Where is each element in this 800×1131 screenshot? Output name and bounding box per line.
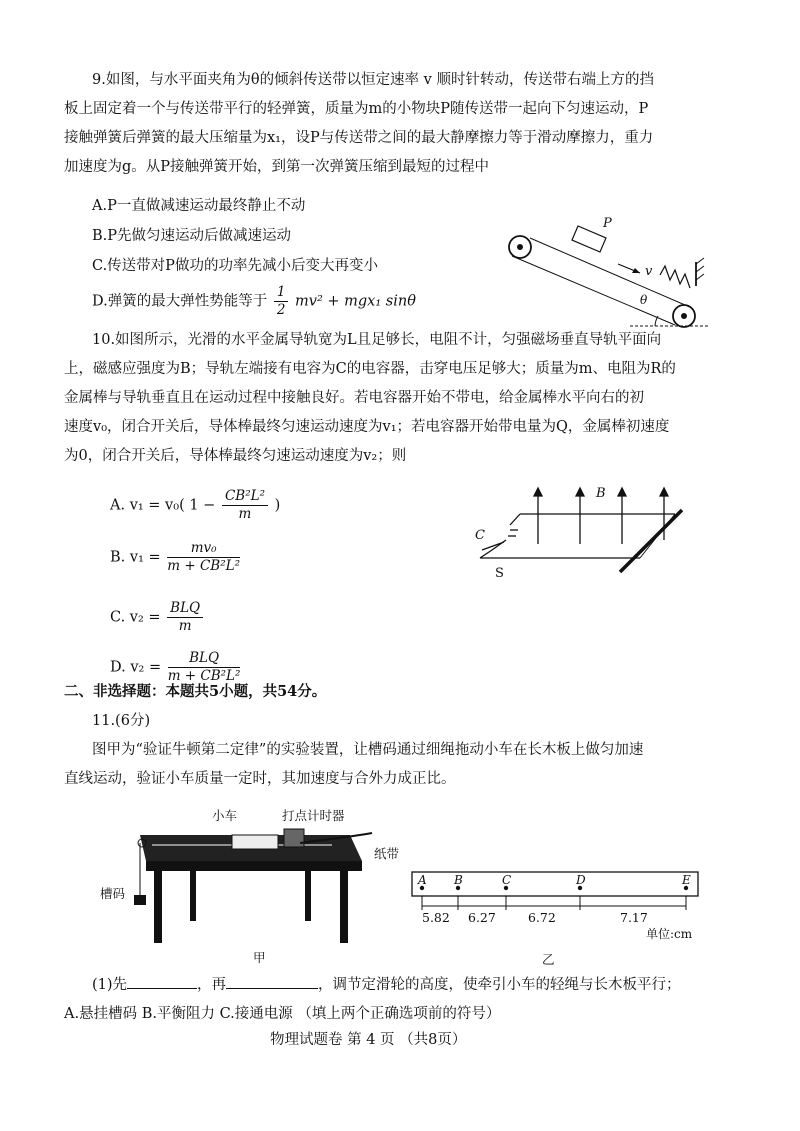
q10-option-a	[110, 488, 280, 523]
label-timer: 打点计时器	[282, 808, 345, 823]
q11-part1-prefix: (1)先	[92, 977, 128, 993]
distance-cd: 6.72	[528, 910, 556, 925]
q10-option-a-fraction	[222, 488, 268, 523]
tape-point-d: D	[576, 873, 586, 887]
q10-option-d	[110, 650, 242, 685]
label-c: C	[475, 528, 485, 543]
paper-tape-figure	[408, 862, 708, 932]
q10-stem-line2: 上，磁感应强度为B；导轨左端接有电容为C的电容器，击穿电压足够大；质量为m、电阻为R的	[64, 361, 676, 377]
q9-option-d	[92, 284, 416, 319]
label-s: S	[495, 566, 504, 581]
label-p: P	[603, 216, 612, 231]
q10-option-b	[110, 540, 242, 575]
block-p	[572, 226, 606, 252]
cart	[232, 835, 278, 849]
q10-stem-line4: 速度v₀，闭合开关后，导体棒最终匀速运动速度为v₁；若电容器开始带电量为Q，金属棒初速度	[64, 419, 670, 435]
q11-part1-suffix: ，调节定滑轮的高度，使牵引小车的轻绳与长木板平行；	[318, 977, 681, 993]
spring-icon	[660, 266, 690, 288]
label-weight: 槽码	[100, 886, 126, 901]
q11-choices: A.悬挂槽码 B.平衡阻力 C.接通电源 （填上两个正确选项前的符号）	[64, 1006, 501, 1022]
fraction-denominator: m + CB²L²	[167, 668, 241, 684]
distance-bc: 6.27	[468, 910, 496, 925]
fraction-numerator: BLQ	[168, 650, 241, 668]
q9-stem-line4: 加速度为g。从P接触弹簧开始，到第一次弹簧压缩到最短的过程中	[64, 159, 490, 175]
q11-stem-line2: 直线运动，验证小车质量一定时，其加速度与合外力成正比。	[64, 771, 456, 787]
q10-option-a-prefix: A. v₁ = v₀( 1 −	[110, 497, 216, 514]
fraction-numerator: 1	[274, 284, 289, 302]
q10-option-d-fraction	[168, 650, 241, 685]
q11-part1-mid: ，再	[197, 977, 227, 993]
answer-blank-1[interactable]	[127, 974, 197, 989]
q11-stem-line1: 图甲为“验证牛顿第二定律”的实验装置，让槽码通过细绳拖动小车在长木板上做匀加速	[92, 742, 644, 758]
q11-part1	[92, 974, 681, 995]
unit-label: 单位:cm	[646, 927, 693, 941]
fraction-numerator: CB²L²	[222, 488, 268, 506]
fraction-numerator: BLQ	[167, 600, 203, 618]
q9-option-d-suffix: mv² + mgx₁ sinθ	[295, 293, 416, 310]
q11-heading: 11.(6分)	[92, 713, 151, 729]
label-tape: 纸带	[374, 846, 400, 861]
fraction-numerator: mv₀	[167, 540, 240, 558]
q10-option-a-suffix: )	[274, 497, 281, 514]
section-heading: 二、非选择题：本题共5小题，共54分。	[64, 683, 327, 700]
answer-blank-2[interactable]	[226, 974, 318, 989]
tape-point-b: B	[454, 873, 463, 887]
q9-option-d-prefix: D.弹簧的最大弹性势能等于	[92, 293, 268, 310]
q9-option-a: A.P一直做减速运动最终静止不动	[92, 198, 306, 214]
q10-option-c-fraction	[167, 600, 203, 635]
q9-option-b: B.P先做匀速运动后做减速运动	[92, 228, 292, 244]
tape-point-e: E	[682, 873, 691, 887]
distance-de: 7.17	[620, 910, 648, 925]
q10-stem-line5: 为0，闭合开关后，导体棒最终匀速运动速度为v₂；则	[64, 448, 407, 464]
q10-option-b-prefix: B. v₁ =	[110, 549, 161, 566]
weight	[134, 895, 146, 905]
label-v: v	[645, 264, 653, 279]
q10-option-b-fraction	[167, 540, 240, 575]
label-jia: 甲	[253, 950, 266, 965]
label-cart: 小车	[212, 808, 238, 823]
q9-stem-line1: 9.如图，与水平面夹角为θ的倾斜传送带以恒定速率 v 顺时针转动，传送带右端上方的挡	[92, 72, 654, 88]
q10-stem-line1: 10.如图所示，光滑的水平金属导轨宽为L且足够长，电阻不计，匀强磁场垂直导轨平面向	[92, 332, 662, 348]
fraction-denominator: 2	[276, 302, 286, 318]
apparatus-figure	[100, 815, 400, 955]
q10-stem-line3: 金属棒与导轨垂直且在运动过程中接触良好。若电容器开始不带电，给金属棒水平向右的初	[64, 390, 644, 406]
label-b: B	[596, 486, 606, 501]
tape-point-a: A	[418, 873, 427, 887]
q9-stem-line3: 接触弹簧后弹簧的最大压缩量为x₁，设P与传送带之间的最大静摩擦力等于滑动摩擦力，重力	[64, 130, 654, 146]
distance-ab: 5.82	[422, 910, 450, 925]
fraction-denominator: m + CB²L²	[167, 558, 240, 574]
fraction-denominator: m	[178, 618, 192, 634]
rail-capacitor-figure	[470, 480, 710, 580]
timer	[284, 829, 304, 847]
q10-option-c-prefix: C. v₂ =	[110, 609, 161, 626]
tape-point-c: C	[502, 873, 512, 887]
q9-option-d-fraction	[274, 284, 289, 319]
q10-option-d-prefix: D. v₂ =	[110, 659, 162, 676]
label-theta: θ	[640, 293, 648, 307]
fraction-denominator: m	[238, 506, 252, 522]
q9-option-c: C.传送带对P做功的功率先减小后变大再变小	[92, 258, 378, 274]
q9-stem-line2: 板上固定着一个与传送带平行的轻弹簧，质量为m的小物块P随传送带一起向下匀速运动，P	[64, 101, 649, 117]
metal-rod	[620, 510, 682, 572]
label-yi: 乙	[542, 952, 555, 967]
q10-option-c	[110, 600, 205, 635]
page-footer: 物理试题卷 第 4 页 （共8页）	[270, 1032, 467, 1048]
